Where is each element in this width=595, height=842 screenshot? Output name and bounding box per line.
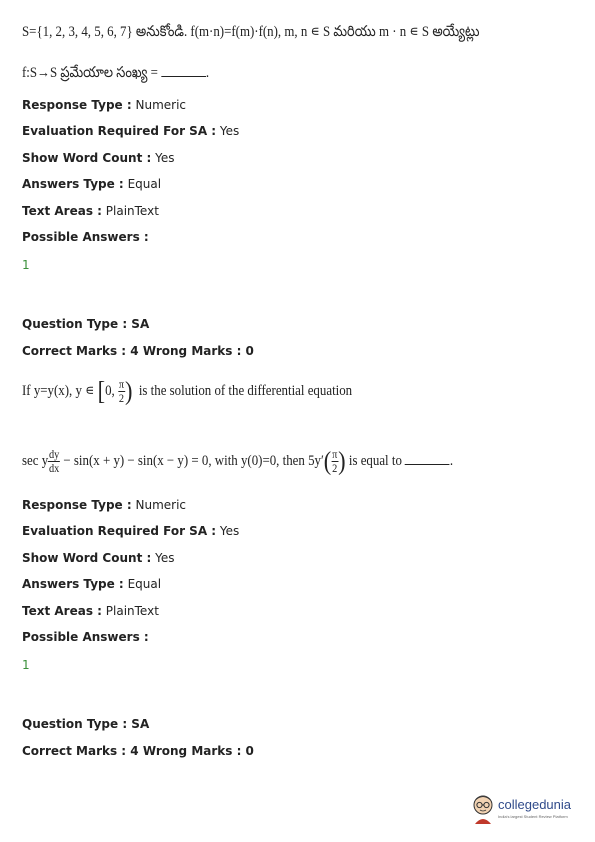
possible-answers <box>22 230 149 244</box>
dy-dx <box>48 448 60 475</box>
text-areas-value-2: PlainText <box>105 604 159 618</box>
question-2-if: If y=y(x), y ∊ <box>22 382 95 399</box>
response-type-value-2: Numeric <box>135 498 187 512</box>
response-type <box>22 98 186 112</box>
show-word-count-label-2: Show Word Count : <box>22 551 152 565</box>
evaluation-required-label: Evaluation Required For SA : <box>22 124 217 138</box>
evaluation-required <box>22 124 239 138</box>
pi-over-two <box>118 378 125 405</box>
question-1-line-2 <box>22 64 209 85</box>
collegedunia-logo <box>470 794 588 828</box>
answers-type-label-2: Answers Type : <box>22 577 124 591</box>
equation-middle: − sin(x + y) − sin(x − y) = 0, with y(0)=0, then 5y′ <box>63 452 324 469</box>
evaluation-required-label-2: Evaluation Required For SA : <box>22 524 217 538</box>
show-word-count-2 <box>22 551 174 565</box>
marks-2 <box>22 744 254 758</box>
answer-blank-2 <box>405 452 450 465</box>
bracket-left: [ <box>97 376 106 406</box>
sec-y: sec y <box>22 452 49 469</box>
paren-left: ( <box>323 446 332 476</box>
possible-answers-label-2: Possible Answers : <box>22 630 149 644</box>
paren-right: ) <box>338 446 346 476</box>
evaluation-required-value-2: Yes <box>219 524 240 538</box>
response-type-label: Response Type : <box>22 98 132 112</box>
possible-answers-2 <box>22 630 149 644</box>
text-areas <box>22 204 159 218</box>
answers-type-value-2: Equal <box>127 577 162 591</box>
question-2-line-1 <box>22 378 352 405</box>
question-type <box>22 317 149 331</box>
text-areas-label: Text Areas : <box>22 204 102 218</box>
text-areas-2 <box>22 604 159 618</box>
show-word-count <box>22 151 174 165</box>
answers-type-2 <box>22 577 161 591</box>
marks <box>22 344 254 358</box>
equation-end: is equal to <box>348 452 406 469</box>
show-word-count-value: Yes <box>155 151 175 165</box>
response-type-2 <box>22 498 186 512</box>
text-areas-value: PlainText <box>105 204 159 218</box>
question-1-text: f:S→S ప్రమేయాల సంఖ్య = <box>22 65 162 81</box>
pi: π <box>118 377 125 391</box>
pi-2: π <box>332 447 338 461</box>
question-type-text-2: Question Type : SA <box>22 717 150 731</box>
show-word-count-label: Show Word Count : <box>22 151 152 165</box>
logo-tagline: India's largest Student Review Platform <box>498 814 568 819</box>
answer-blank <box>161 64 206 77</box>
evaluation-required-2 <box>22 524 239 538</box>
interval-start: 0, <box>105 382 115 399</box>
show-word-count-value-2: Yes <box>155 551 175 565</box>
response-type-value: Numeric <box>135 98 187 112</box>
pi-over-two-2 <box>331 448 338 475</box>
question-2-line-2 <box>22 448 453 475</box>
dy: dy <box>49 447 60 461</box>
question-1-line-1: S={1, 2, 3, 4, 5, 6, 7} అనుకోండి. f(m·n)=f(m)·f(n), m, n ∊ S మరియు m · n ∊ S అయ్యేట్లు <box>22 24 480 40</box>
question-type-text: Question Type : SA <box>22 317 150 331</box>
two-2: 2 <box>332 461 338 475</box>
evaluation-required-value: Yes <box>219 124 240 138</box>
logo-name: collegedunia <box>498 797 572 812</box>
question-type-2 <box>22 717 149 731</box>
answers-type-label: Answers Type : <box>22 177 124 191</box>
dx: dx <box>49 461 60 475</box>
question-2-solution-text: is the solution of the differential equation <box>138 382 353 399</box>
answers-type-value: Equal <box>127 177 162 191</box>
marks-text-2: Correct Marks : 4 Wrong Marks : 0 <box>22 744 254 758</box>
possible-answer-value-2: 1 <box>22 658 30 672</box>
answers-type <box>22 177 161 191</box>
period: . <box>205 65 210 81</box>
mascot-icon <box>470 794 496 826</box>
bracket-right: ) <box>124 376 133 406</box>
text-areas-label-2: Text Areas : <box>22 604 102 618</box>
marks-text: Correct Marks : 4 Wrong Marks : 0 <box>22 344 254 358</box>
two: 2 <box>118 391 125 405</box>
response-type-label-2: Response Type : <box>22 498 132 512</box>
period-2: . <box>449 452 454 469</box>
possible-answers-label: Possible Answers : <box>22 230 149 244</box>
possible-answer-value: 1 <box>22 258 30 272</box>
